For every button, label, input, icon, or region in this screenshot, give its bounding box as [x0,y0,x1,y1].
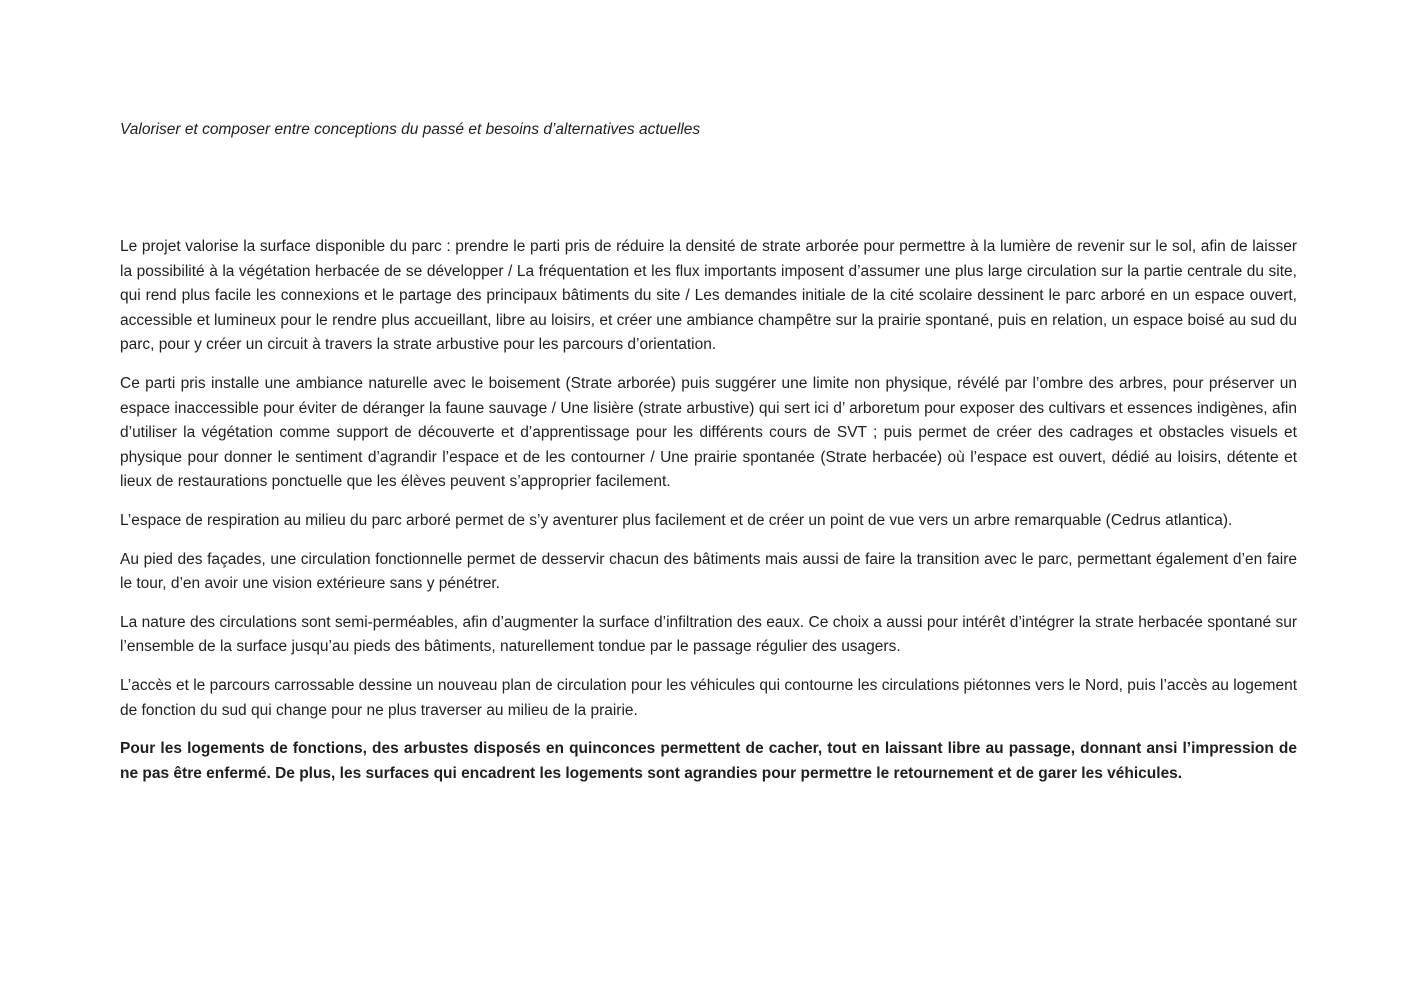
paragraph-espace-respiration: L’espace de respiration au milieu du parc arboré permet de s’y aventurer plus facilement et de créer un point de vue vers un arbre remarquable (Cedrus atlantica). [120,511,1233,529]
paragraph-pied-des-facades: Au pied des façades, une circulation fonctionnelle permet de desservir chacun des bâtiments mais aussi de faire la transition avec le parc, permettant également d’en faire le tour, d’en avoir une vision extérieure sans y pénétrer. [120,550,1297,593]
paragraph-parti-pris-ambiance: Ce parti pris installe une ambiance naturelle avec le boisement (Strate arborée) puis suggérer une limite non physique, révélé par l’ombre des arbres, pour préserver un espace inaccessible pour éviter de déranger la faune sauvage / Une lisière (strate arbustive) qui sert ici d’ arboretum pour exposer des cultivars et essences indigènes, afin d’utiliser la végétation comme support de découverte et d’apprentissage pour les différents cours de SVT ; puis permet de créer des cadrages et obstacles visuels et physique pour donner le sentiment d’agrandir l’espace et de les contourner / Une prairie spontanée (Strate herbacée) où l’espace est ouvert, dédié au loisirs, détente et lieux de restaurations ponctuelle que les élèves peuvent s’approprier facilement. [120,374,1297,491]
document-title: Valoriser et composer entre conceptions du passé et besoins d’alternatives actuelles [120,121,701,138]
paragraph-logements-fonctions: Pour les logements de fonctions, des arbustes disposés en quinconces permettent de cacher, tout en laissant libre au passage, donnant ansi l’impression de ne pas être enfermé. De plus, les surfaces qui encadrent les logements sont agrandies pour permettre le retournement et de garer les véhicules. [120,740,1297,782]
paragraph-project-valorise: Le projet valorise la surface disponible du parc : prendre le parti pris de réduire la densité de strate arborée pour permettre à la lumière de revenir sur le sol, afin de laisser la possibilité à la végétation herbacée de se développer / La fréquentation et les flux importants imposent d’assumer une plus large circulation sur la partie centrale du site, qui rend plus facile les connexions et le partage des principaux bâtiments du site / Les demandes initiale de la cité scolaire dessinent le parc arboré en un espace ouvert, accessible et lumineux pour le rendre plus accueillant, libre au loisirs, et créer une ambiance champêtre sur la prairie spontané, puis en relation, un espace boisé au sud du parc, pour y créer un circuit à travers la strate arbustive pour les parcours d’orientation. [120,238,1297,354]
paragraph-nature-circulations: La nature des circulations sont semi-perméables, afin d’augmenter la surface d’infiltration des eaux. Ce choix a aussi pour intérêt d’intégrer la strate herbacée spontané sur l’ensemble de la surface jusqu’au pieds des bâtiments, naturellement tondue par le passage régulier des usagers. [120,613,1297,656]
paragraph-acces-parcours: L’accès et le parcours carrossable dessine un nouveau plan de circulation pour les véhicules qui contourne les circulations piétonnes vers le Nord, puis l’accès au logement de fonction du sud qui change pour ne plus traverser au milieu de la prairie. [120,676,1297,719]
